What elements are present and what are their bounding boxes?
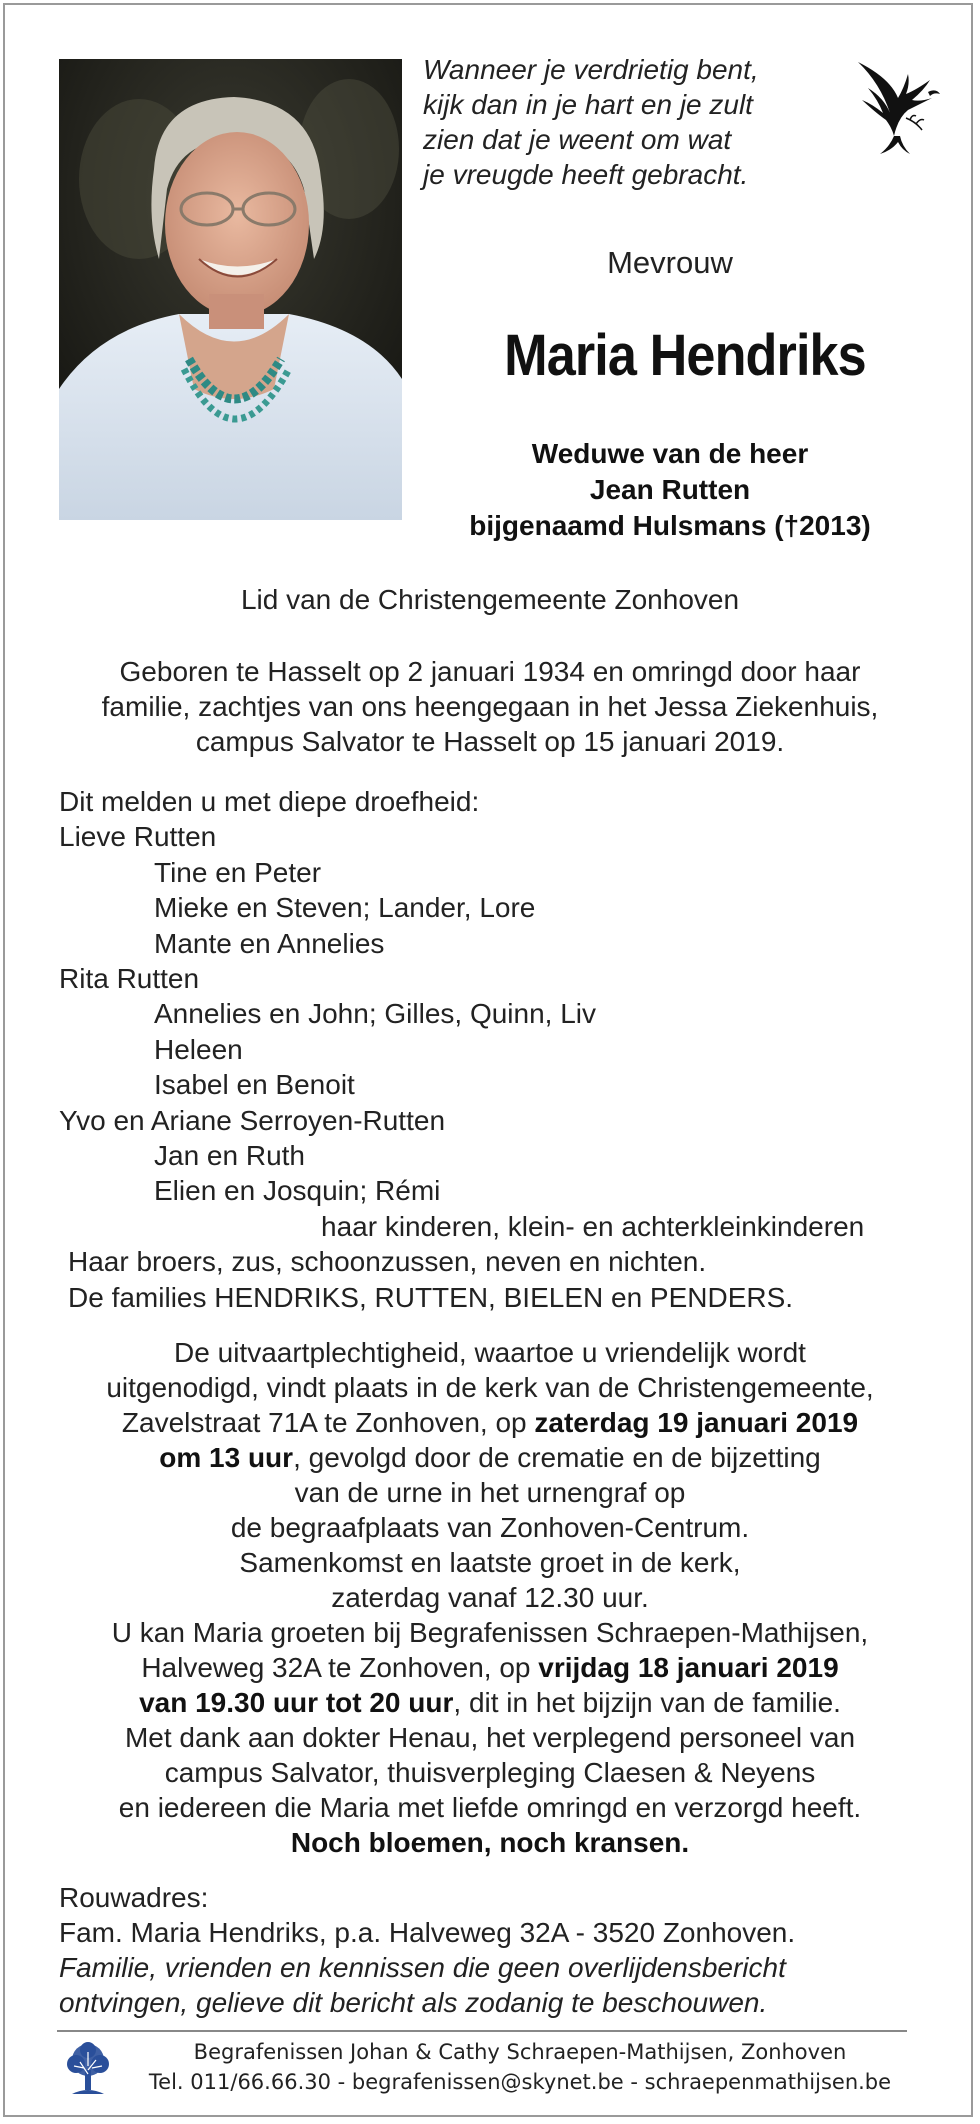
poem-line: kijk dan in je hart en je zult <box>423 89 753 120</box>
ceremony-line: de begraafplaats van Zonhoven-Centrum. <box>230 1512 750 1543</box>
visitation-text: , dit in het bijzijn van de familie. <box>453 1687 841 1718</box>
visitation-time: van 19.30 uur tot 20 uur <box>139 1687 454 1718</box>
dove-icon <box>850 58 940 158</box>
descendant: Annelies en John; Gilles, Quinn, Liv <box>154 998 597 1030</box>
descendant: Isabel en Benoit <box>154 1069 355 1101</box>
ceremony-line <box>50 1440 930 1475</box>
ceremony-date: zaterdag 19 januari 2019 <box>534 1407 859 1438</box>
ceremony-text: , gevolgd door de crematie en de bijzetting <box>293 1442 821 1473</box>
mourning-address <box>59 1880 939 2020</box>
ceremony-line: U kan Maria groeten bij Begrafenissen Schraepen-Mathijsen, <box>111 1617 869 1648</box>
honorific: Mevrouw <box>607 245 733 280</box>
ceremony-line: uitgenodigd, vindt plaats in de kerk van de Christengemeente, <box>106 1372 874 1403</box>
visitation-text: Halveweg 32A te Zonhoven, op <box>141 1652 539 1683</box>
ceremony-line <box>50 1405 930 1440</box>
ceremony-line: zaterdag vanaf 12.30 uur. <box>331 1582 649 1613</box>
ceremony-line: De uitvaartplechtigheid, waartoe u vriendelijk wordt <box>174 1337 806 1368</box>
birth-death-line: campus Salvator te Hasselt op 15 januari 2019. <box>195 726 785 757</box>
portrait-photo <box>59 59 402 520</box>
widow-of <box>420 436 920 544</box>
address-note: ontvingen, gelieve dit bericht als zodanig te beschouwen. <box>59 1987 768 2018</box>
ceremony-line <box>50 1685 930 1720</box>
poem-line: zien dat je weent om wat <box>423 124 732 155</box>
ceremony-line: Samenkomst en laatste groet in de kerk, <box>239 1547 741 1578</box>
membership-text: Lid van de Christengemeente Zonhoven <box>240 584 740 615</box>
poem <box>423 52 823 192</box>
ceremony-time: om 13 uur <box>159 1442 294 1473</box>
descendant: Elien en Josquin; Rémi <box>154 1175 441 1207</box>
funeral-home-name: Begrafenissen Johan & Cathy Schraepen-Mathijsen, Zonhoven <box>193 2040 847 2064</box>
birth-death-line: familie, zachtjes van ons heengegaan in het Jessa Ziekenhuis, <box>101 691 879 722</box>
child-name: Yvo en Ariane Serroyen-Rutten <box>59 1104 446 1136</box>
poem-line: je vreugde heeft gebracht. <box>423 159 749 190</box>
no-flowers <box>50 1825 930 1860</box>
funeral-home-contact: Tel. 011/66.66.30 - begrafenissen@skynet.be - schraepenmathijsen.be <box>148 2070 892 2094</box>
deceased-name: Maria Hendriks <box>504 323 866 388</box>
descendant: Tine en Peter <box>154 856 322 888</box>
ceremony-details <box>50 1335 930 1860</box>
no-flowers-text: Noch bloemen, noch kransen. <box>290 1827 690 1858</box>
siblings: Haar broers, zus, schoonzussen, neven en nichten. <box>68 1246 707 1278</box>
ceremony-line: van de urne in het urnengraf op <box>294 1477 686 1508</box>
birth-death-text <box>50 654 930 759</box>
ceremony-line: en iedereen die Maria met liefde omringd en verzorgd heeft. <box>118 1792 862 1823</box>
address-heading: Rouwadres: <box>59 1882 209 1913</box>
widow-line: Jean Rutten <box>589 474 751 505</box>
ceremony-line: Met dank aan dokter Henau, het verplegend personeel van <box>124 1722 856 1753</box>
ceremony-line: campus Salvator, thuisverpleging Claesen & Neyens <box>164 1757 816 1788</box>
tree-logo-icon <box>62 2040 114 2098</box>
membership <box>50 582 930 617</box>
widow-line: bijgenaamd Hulsmans (†2013) <box>469 510 871 541</box>
descendant: Mante en Annelies <box>154 927 385 959</box>
families: De families HENDRIKS, RUTTEN, BIELEN en PENDERS. <box>68 1281 794 1313</box>
descendant: Jan en Ruth <box>154 1140 305 1172</box>
address-note: Familie, vrienden en kennissen die geen overlijdensbericht <box>59 1952 786 1983</box>
family-list <box>59 784 929 1315</box>
announcement: Dit melden u met diepe droefheid: <box>59 786 480 817</box>
ceremony-text: Zavelstraat 71A te Zonhoven, op <box>121 1407 535 1438</box>
birth-death-line: Geboren te Hasselt op 2 januari 1934 en omringd door haar <box>119 656 861 687</box>
visitation-date: vrijdag 18 januari 2019 <box>538 1652 839 1683</box>
child-name: Rita Rutten <box>59 963 200 995</box>
widow-line: Weduwe van de heer <box>531 438 809 469</box>
footer-divider <box>57 2030 907 2032</box>
funeral-home <box>120 2037 920 2097</box>
address-line: Fam. Maria Hendriks, p.a. Halveweg 32A - 3520 Zonhoven. <box>59 1917 796 1948</box>
descendant: Heleen <box>154 1033 243 1065</box>
ceremony-line <box>50 1650 930 1685</box>
descendant: Mieke en Steven; Lander, Lore <box>154 892 536 924</box>
children-caption: haar kinderen, klein- en achterkleinkinderen <box>321 1210 865 1242</box>
child-name: Lieve Rutten <box>59 821 217 853</box>
poem-line: Wanneer je verdrietig bent, <box>423 54 759 85</box>
